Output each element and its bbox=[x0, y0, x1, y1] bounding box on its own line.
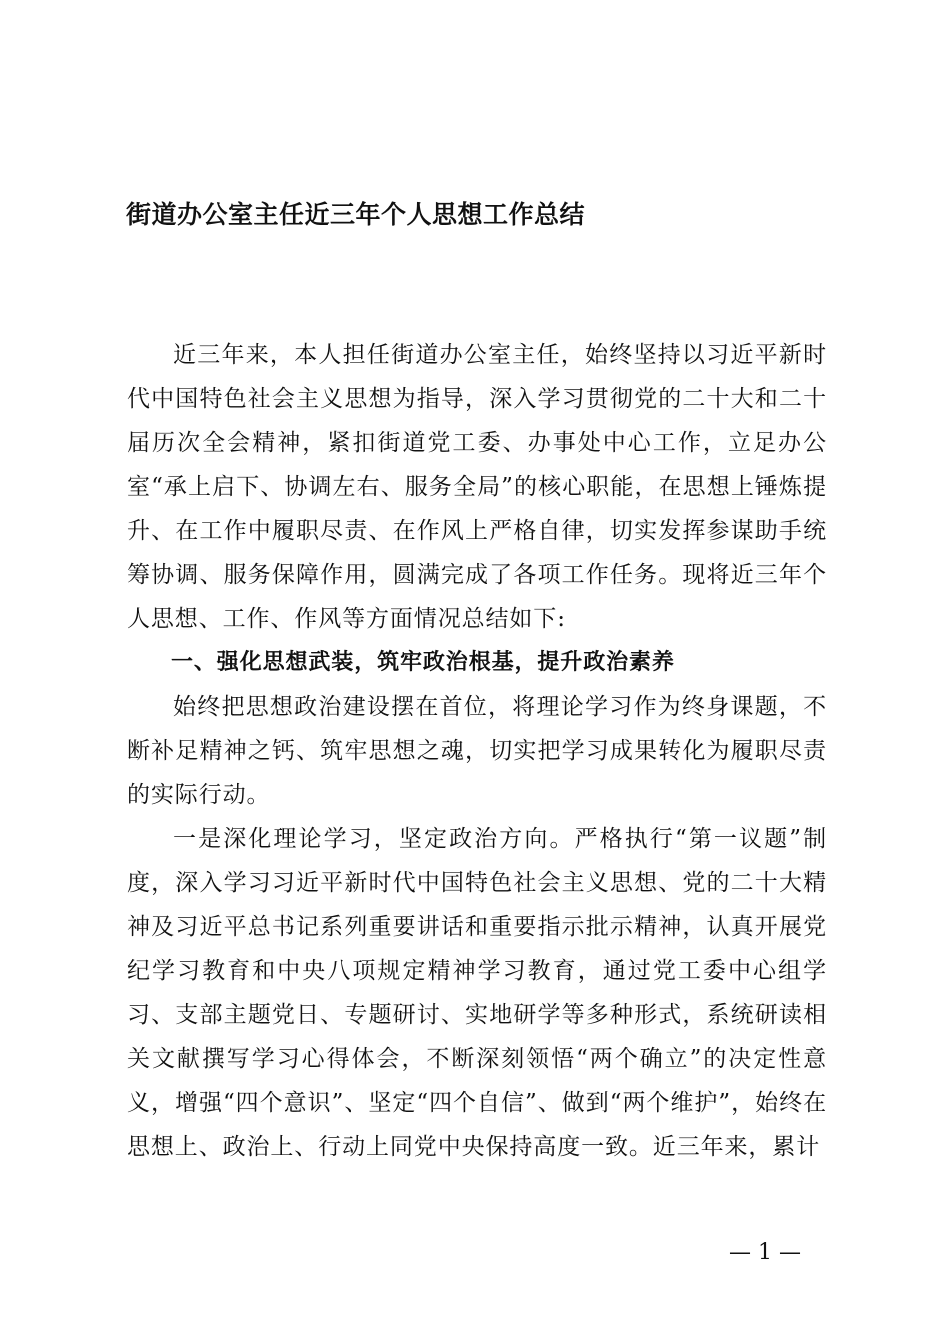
intro-paragraph: 近三年来，本人担任街道办公室主任，始终坚持以习近平新时代中国特色社会主义思想为指导，深入学习贯彻党的二十大和二十届历次全会精神，紧扣街道党工委、办事处中心工作，立足办公室“承上启下、协调左右、服务全局”的核心职能，在思想上锤炼提升、在工作中履职尽责、在作风上严格自律，切实发挥参谋助手统筹协调、服务保障作用，圆满完成了各项工作任务。现将近三年个人思想、工作、作风等方面情况总结如下: bbox=[127, 342, 827, 632]
document-body bbox=[127, 333, 827, 1169]
section-heading-1: 一、强化思想武装，筑牢政治根基，提升政治素养 bbox=[171, 650, 675, 675]
section-1-point-1-paragraph: 一是深化理论学习，坚定政治方向。严格执行“第一议题”制度，深入学习习近平新时代中国特色社会主义思想、党的二十大精神及习近平总书记系列重要讲话和重要指示批示精神，认真开展党纪学习教育和中央八项规定精神学习教育，通过党工委中心组学习、支部主题党日、专题研讨、实地研学等多种形式，系统研读相关文献撰写学习心得体会，不断深刻领悟“两个确立”的决定性意义，增强“四个意识”、坚定“四个自信”、做到“两个维护”，始终在思想上、政治上、行动上同党中央保持高度一致。近三年来，累计 bbox=[127, 826, 827, 1160]
section-1-paragraph: 始终把思想政治建设摆在首位，将理论学习作为终身课题，不断补足精神之钙、筑牢思想之魂，切实把学习成果转化为履职尽责的实际行动。 bbox=[127, 694, 827, 808]
document-title: 街道办公室主任近三年个人思想工作总结 bbox=[126, 200, 586, 229]
page-number: — 1 — bbox=[729, 1240, 801, 1265]
